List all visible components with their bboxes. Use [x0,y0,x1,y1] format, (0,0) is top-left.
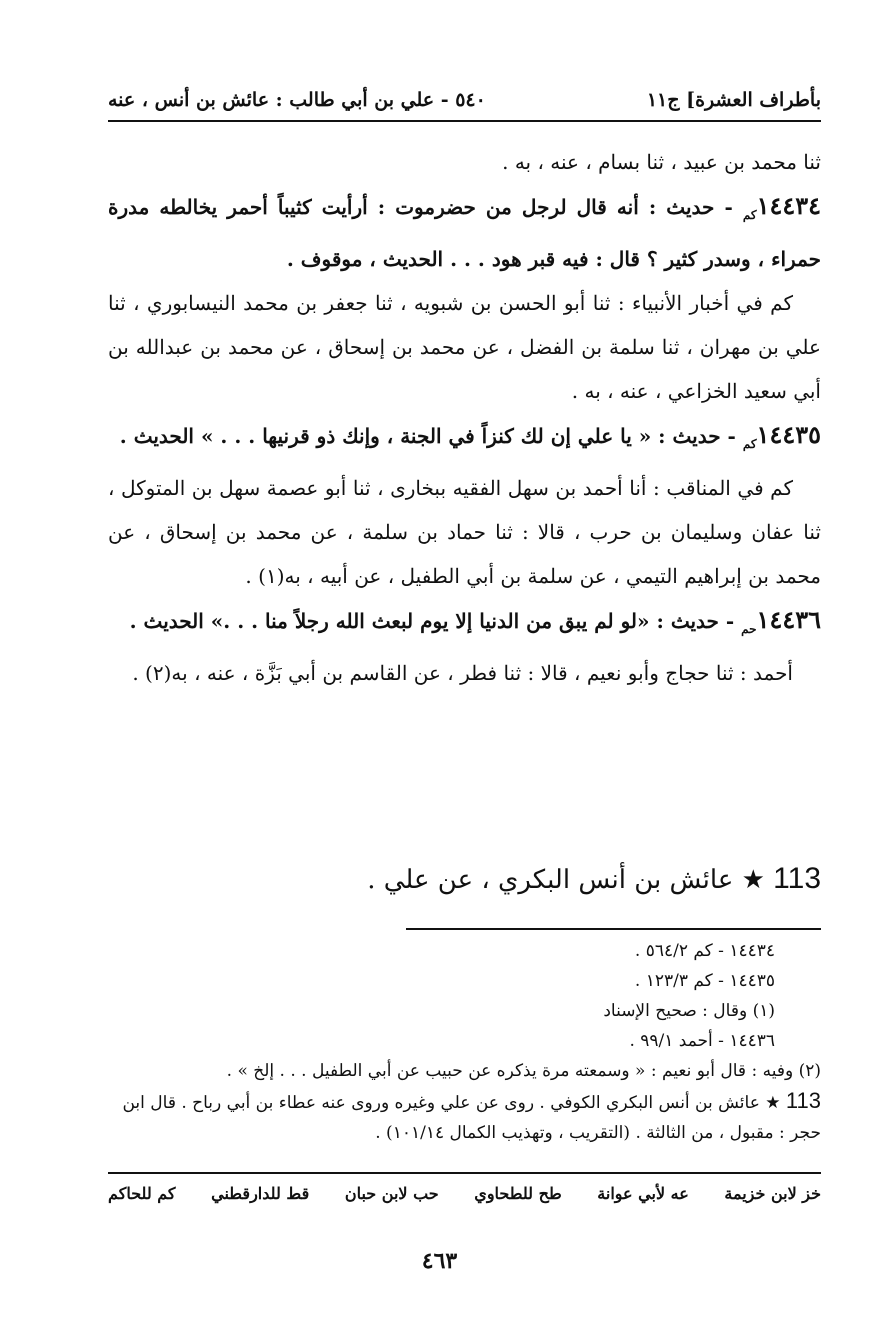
footnote-line: (١) وقال : صحيح الإسناد [603,1001,775,1021]
entry-number: 113 [773,862,821,895]
footnote-narrator-bio [108,1086,821,1148]
hadith-text: - حديث : « يا علي إن لك كنزاً في الجنة ، وإنك ذو قرنيها . . . » الحديث . [119,424,736,448]
hadith-source-tag: كم [742,208,757,222]
page-header [108,80,821,122]
abbreviation-item: قط للدارقطني [211,1184,310,1203]
hadith-number: ١٤٤٣٦ [756,605,821,634]
abbreviation-item: خز لابن خزيمة [724,1184,821,1203]
abbreviation-item: عه لأبي عوانة [597,1184,689,1203]
footnote-line: (٢) وفيه : قال أبو نعيم : « وسمعته مرة يذكره عن حبيب عن أبي الطفيل . . . إلخ » . [226,1061,821,1081]
footnote-line: ١٤٤٣٦ - أحمد ٩٩/١ . [629,1031,775,1051]
narrator-entry-heading [108,862,821,896]
isnad-paragraph-3: أحمد : ثنا حجاج وأبو نعيم ، قالا : ثنا فطر ، عن القاسم بن أبي بَزَّة ، عنه ، به(٢) . [132,661,793,685]
page-number: ٤٦٣ [421,1248,458,1274]
footnote-divider [406,928,821,930]
hadith-14436 [108,598,821,651]
header-section-title: ٥٤٠ - علي بن أبي طالب : عائش بن أنس ، عنه [108,89,486,111]
isnad-paragraph-1: كم في أخبار الأنبياء : ثنا أبو الحسن بن شبويه ، ثنا جعفر بن محمد النيسابوري ، ثنا علي بن مهران ، ثنا سلمة بن الفضل ، عن محمد بن إسحاق ، عن محمد بن عبدالله بن أبي سعيد الخزاعي ، عنه ، به . [108,291,821,403]
hadith-number: ١٤٤٣٥ [756,420,821,449]
footnotes [108,936,821,1148]
entry-text: ★ عائش بن أنس البكري ، عن علي . [367,865,765,895]
abbreviation-item: كم للحاكم [108,1184,176,1203]
entry-number: 113 [785,1088,821,1113]
header-book-title: بأطراف العشرة] ج١١ [646,89,821,111]
hadith-source-tag: حم [741,622,757,636]
hadith-number: ١٤٤٣٤ [756,191,822,220]
paragraph-continuation: ثنا محمد بن عبيد ، ثنا بسام ، عنه ، به . [502,150,821,174]
hadith-text: - حديث : أنه قال لرجل من حضرموت : أرأيت كثيباً أحمر يخالطه مدرة حمراء ، وسدر كثير ؟ قال : فيه قبر هود . . . الحديث ، موقوف . [108,195,821,271]
footnote-line: ١٤٤٣٤ - كم ٥٦٤/٢ . [634,941,775,961]
abbreviation-item: حب لابن حبان [344,1184,439,1203]
abbreviation-divider [108,1172,821,1174]
hadith-14435 [108,413,821,466]
hadith-14434 [108,184,821,281]
footnote-line: ١٤٤٣٥ - كم ١٢٣/٣ . [634,971,775,991]
abbreviation-item: طح للطحاوي [474,1184,562,1203]
hadith-text: - حديث : «لو لم يبق من الدنيا إلا يوم لبعث الله رجلاً منا . . .» الحديث . [129,609,735,633]
abbreviation-key [108,1184,821,1203]
hadith-source-tag: كم [742,437,757,451]
isnad-paragraph-2: كم في المناقب : أنا أحمد بن سهل الفقيه ببخارى ، ثنا أبو عصمة سهل بن المتوكل ، ثنا عفان وسليمان بن حرب ، قالا : ثنا حماد بن سلمة ، عن محمد بن إسحاق ، عن محمد بن إبراهيم التيمي ، عن سلمة بن أبي الطفيل ، عن أبيه ، به(١) . [108,476,821,588]
main-text [108,140,821,695]
bio-text: ★ عائش بن أنس البكري الكوفي . روى عن علي وغيره وروى عنه عطاء بن أبي رباح . قال ابن حجر : مقبول ، من الثالثة . (التقريب ، وتهذيب الكمال ١٠١/١٤) . [122,1093,821,1143]
